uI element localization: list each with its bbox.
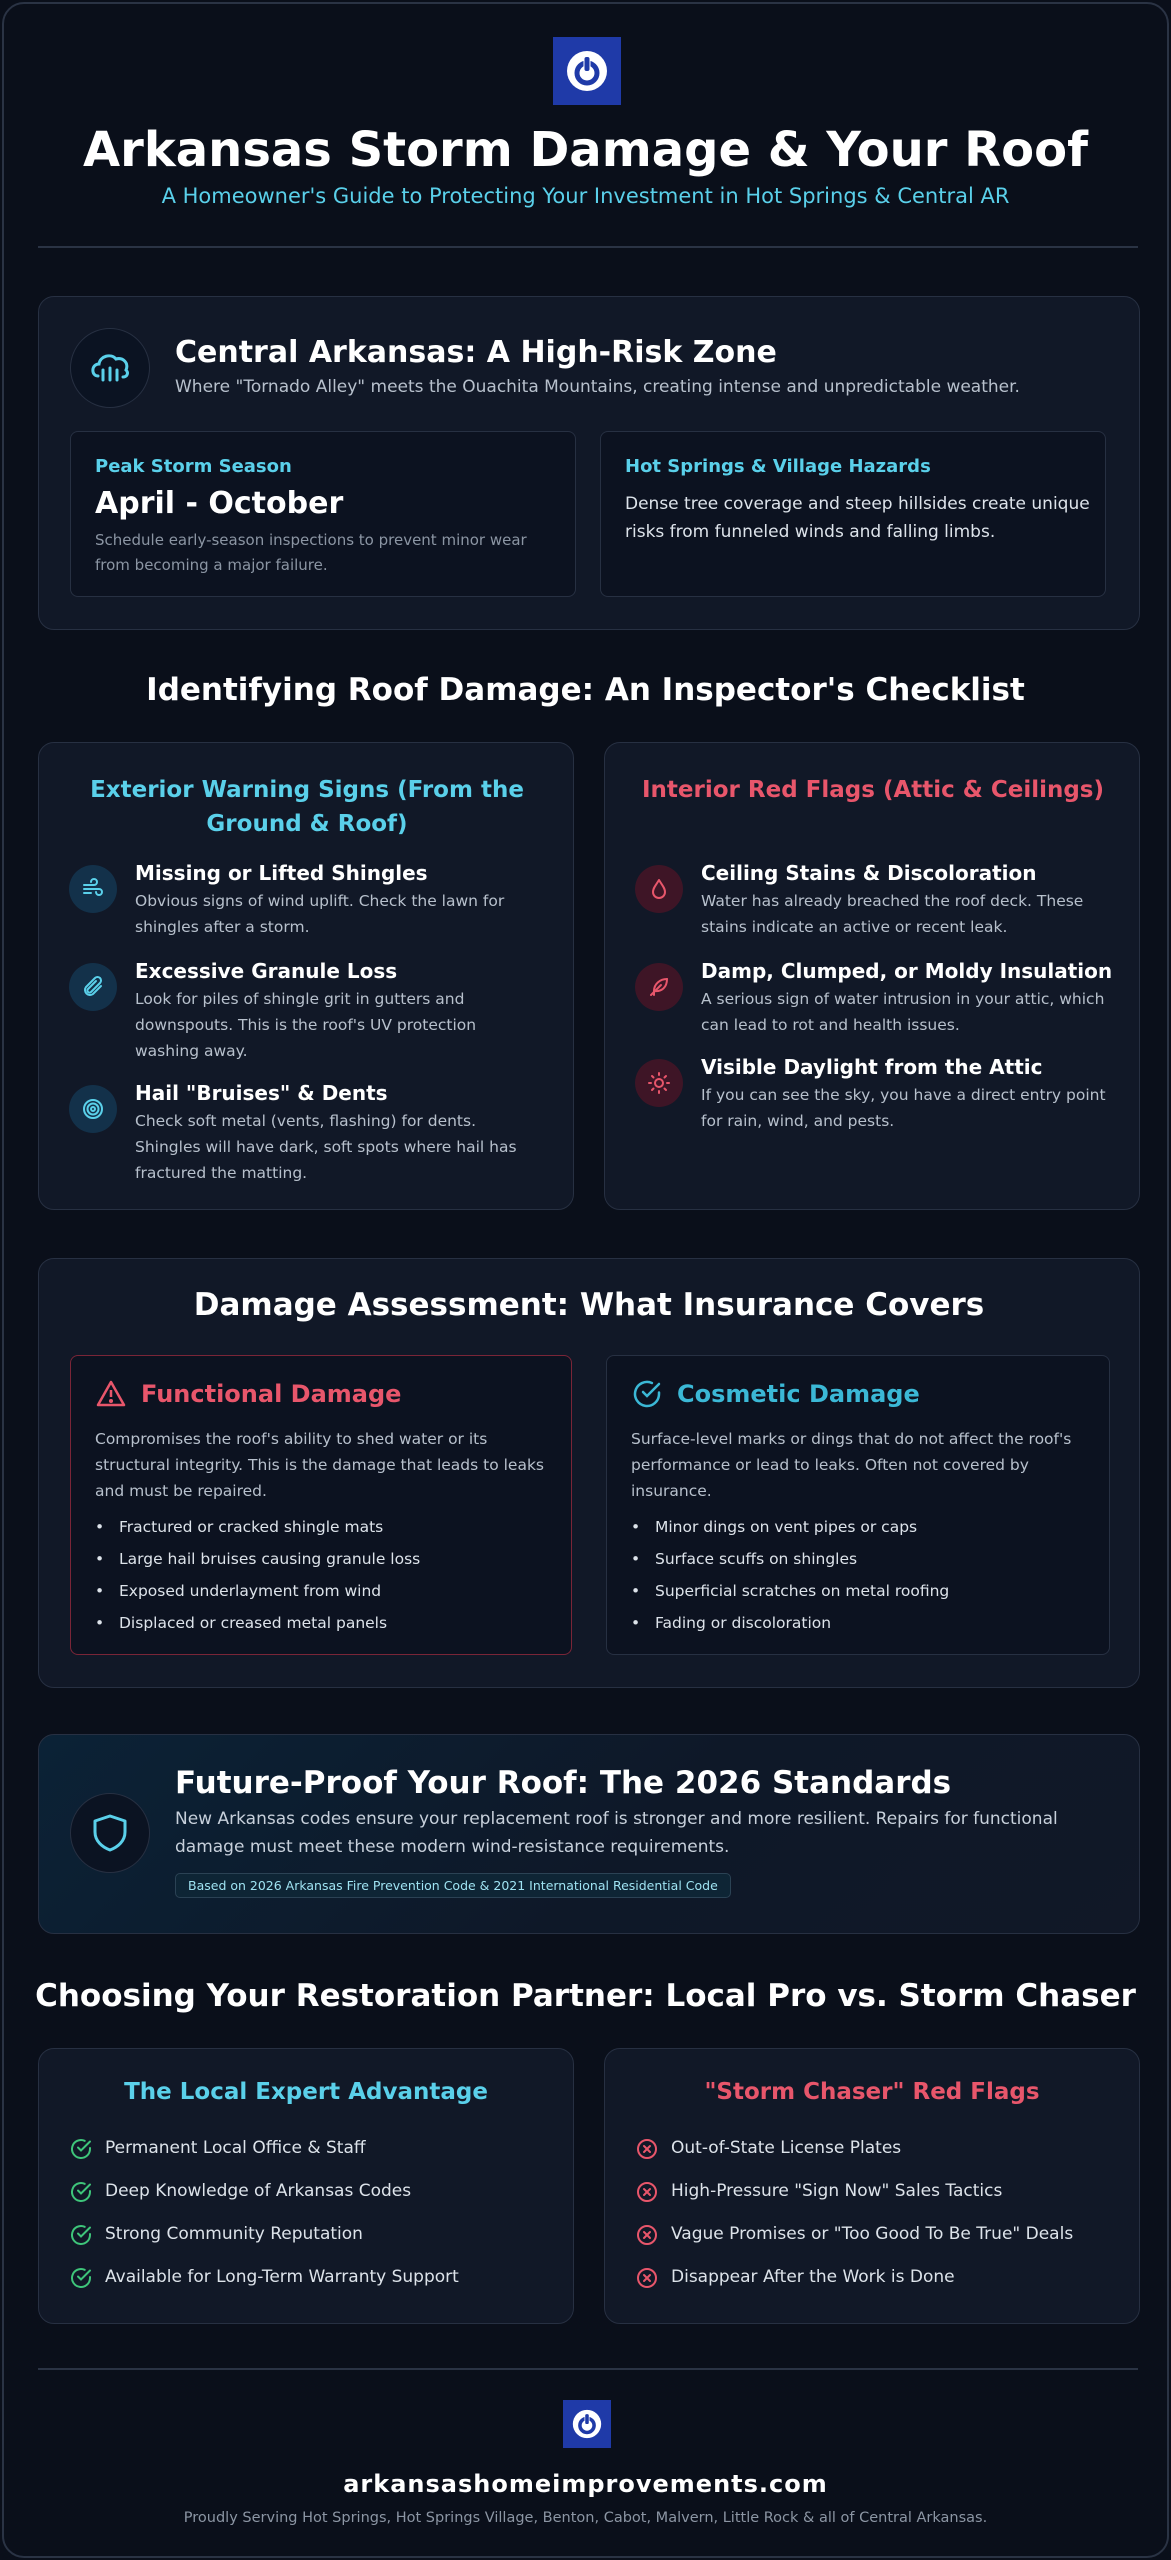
divider	[38, 246, 1138, 248]
interior-item-title: Damp, Clumped, or Moldy Insulation	[701, 959, 1113, 983]
page-title: Arkansas Storm Damage & Your Roof	[83, 122, 1088, 178]
exterior-item-title: Hail "Bruises" & Dents	[135, 1081, 388, 1105]
storm-chaser-card	[604, 2048, 1140, 2324]
check-circle-icon	[69, 2223, 93, 2247]
checklist-item: Deep Knowledge of Arkansas Codes	[105, 2181, 412, 2201]
insurance-card	[38, 1258, 1140, 1688]
exterior-signs-card	[38, 742, 574, 1210]
exterior-item-desc: Check soft metal (vents, flashing) for dents. Shingles will have dark, soft spots where hail has fractured the matting.	[135, 1112, 517, 1182]
check-circle-icon	[69, 2137, 93, 2161]
checklist-item: Available for Long-Term Warranty Support	[105, 2267, 459, 2287]
exterior-item-desc: Look for piles of shingle grit in gutters and downspouts. This is the roof's UV protection washing away.	[135, 990, 477, 1060]
peak-season-note: Schedule early-season inspections to prevent minor wear from becoming a major failure.	[95, 531, 527, 574]
interior-item-desc: A serious sign of water intrusion in your attic, which can lead to rot and health issues.	[701, 990, 1105, 1034]
hazards-box	[600, 431, 1106, 597]
x-circle-icon	[635, 2266, 659, 2290]
red-flag-item: High-Pressure "Sign Now" Sales Tactics	[671, 2181, 1003, 2201]
exterior-item-desc: Obvious signs of wind uplift. Check the lawn for shingles after a storm.	[135, 892, 505, 936]
check-circle-icon	[69, 2180, 93, 2204]
x-circle-icon	[635, 2137, 659, 2161]
risk-zone-desc: Where "Tornado Alley" meets the Ouachita Mountains, creating intense and unpredictable weather.	[175, 377, 1020, 397]
storm-cloud-icon	[70, 328, 150, 408]
peak-season-label: Peak Storm Season	[95, 456, 292, 477]
list-item: • Exposed underlayment from wind	[119, 1582, 381, 1600]
functional-damage-desc: Compromises the roof's ability to shed water or its structural integrity. This is the damage that leads to leaks and must be repaired.	[95, 1430, 545, 1500]
peak-season-value: April - October	[95, 486, 344, 521]
target-icon	[69, 1085, 117, 1133]
red-flag-item: Disappear After the Work is Done	[671, 2267, 955, 2287]
divider	[38, 2368, 1138, 2370]
checklist-item: Strong Community Reputation	[105, 2224, 363, 2244]
interior-flags-title: Interior Red Flags (Attic & Ceilings)	[641, 777, 1105, 803]
check-circle-icon	[631, 1378, 663, 1410]
future-proof-desc: New Arkansas codes ensure your replacement roof is stronger and more resilient. Repairs for functional damage must meet these modern wind-resistance requirements.	[175, 1809, 1058, 1857]
list-item: • Fading or discoloration	[655, 1614, 831, 1632]
local-expert-title: The Local Expert Advantage	[124, 2079, 488, 2105]
insurance-heading: Damage Assessment: What Insurance Covers	[193, 1287, 985, 1323]
warning-triangle-icon	[95, 1378, 127, 1410]
x-circle-icon	[635, 2223, 659, 2247]
functional-damage-box	[70, 1355, 572, 1655]
list-item: • Surface scuffs on shingles	[655, 1550, 857, 1568]
infographic-frame	[2, 2, 1169, 2558]
interior-item-title: Ceiling Stains & Discoloration	[701, 861, 1037, 885]
paperclip-icon	[69, 963, 117, 1011]
storm-chaser-title: "Storm Chaser" Red Flags	[704, 2079, 1040, 2105]
list-item: • Large hail bruises causing granule loss	[119, 1550, 420, 1568]
page-subtitle: A Homeowner's Guide to Protecting Your Investment in Hot Springs & Central AR	[161, 184, 1010, 208]
exterior-signs-title: Exterior Warning Signs (From the Ground & Roof)	[90, 777, 524, 837]
local-expert-card	[38, 2048, 574, 2324]
exterior-item-title: Excessive Granule Loss	[135, 959, 398, 983]
partner-heading: Choosing Your Restoration Partner: Local Pro vs. Storm Chaser	[35, 1978, 1136, 2014]
list-item: • Fractured or cracked shingle mats	[119, 1518, 383, 1536]
checklist-heading: Identifying Roof Damage: An Inspector's Checklist	[146, 672, 1025, 708]
functional-damage-title: Functional Damage	[141, 1380, 402, 1408]
red-flag-item: Out-of-State License Plates	[671, 2138, 902, 2158]
cosmetic-damage-box	[606, 1355, 1110, 1655]
cosmetic-damage-desc: Surface-level marks or dings that do not affect the roof's performance or lead to leaks. Often not covered by insurance.	[631, 1430, 1072, 1500]
interior-item-desc: Water has already breached the roof deck. These stains indicate an active or recent leak.	[701, 892, 1084, 936]
droplet-icon	[635, 865, 683, 913]
interior-item-title: Visible Daylight from the Attic	[701, 1055, 1043, 1079]
list-item: • Displaced or creased metal panels	[119, 1614, 387, 1632]
red-flag-item: Vague Promises or "Too Good To Be True" Deals	[671, 2224, 1074, 2244]
wind-icon	[69, 865, 117, 913]
risk-zone-title: Central Arkansas: A High-Risk Zone	[175, 335, 777, 370]
peak-season-box	[70, 431, 576, 597]
hazards-label: Hot Springs & Village Hazards	[625, 456, 931, 477]
list-item: • Superficial scratches on metal roofing	[655, 1582, 949, 1600]
brand-logo-icon	[553, 37, 621, 105]
list-item: • Minor dings on vent pipes or caps	[655, 1518, 917, 1536]
website-link[interactable]: arkansashomeimprovements.com	[343, 2470, 828, 2498]
service-area-note: Proudly Serving Hot Springs, Hot Springs Village, Benton, Cabot, Malvern, Little Rock & all of Central Arkansas.	[183, 2510, 988, 2526]
shield-icon	[70, 1793, 150, 1873]
interior-flags-card	[604, 742, 1140, 1210]
feather-icon	[635, 963, 683, 1011]
check-circle-icon	[69, 2266, 93, 2290]
cosmetic-damage-title: Cosmetic Damage	[677, 1380, 920, 1408]
brand-logo-icon	[563, 2400, 611, 2448]
x-circle-icon	[635, 2180, 659, 2204]
future-proof-card	[38, 1734, 1140, 1934]
risk-zone-card	[38, 296, 1140, 630]
checklist-item: Permanent Local Office & Staff	[105, 2138, 366, 2158]
future-proof-title: Future-Proof Your Roof: The 2026 Standards	[175, 1765, 952, 1801]
exterior-item-title: Missing or Lifted Shingles	[135, 861, 428, 885]
interior-item-desc: If you can see the sky, you have a direct entry point for rain, wind, and pests.	[701, 1086, 1106, 1130]
code-badge: Based on 2026 Arkansas Fire Prevention Code & 2021 International Residential Code	[175, 1873, 731, 1898]
hazards-desc: Dense tree coverage and steep hillsides create unique risks from funneled winds and falling limbs.	[625, 494, 1090, 542]
sun-icon	[635, 1059, 683, 1107]
